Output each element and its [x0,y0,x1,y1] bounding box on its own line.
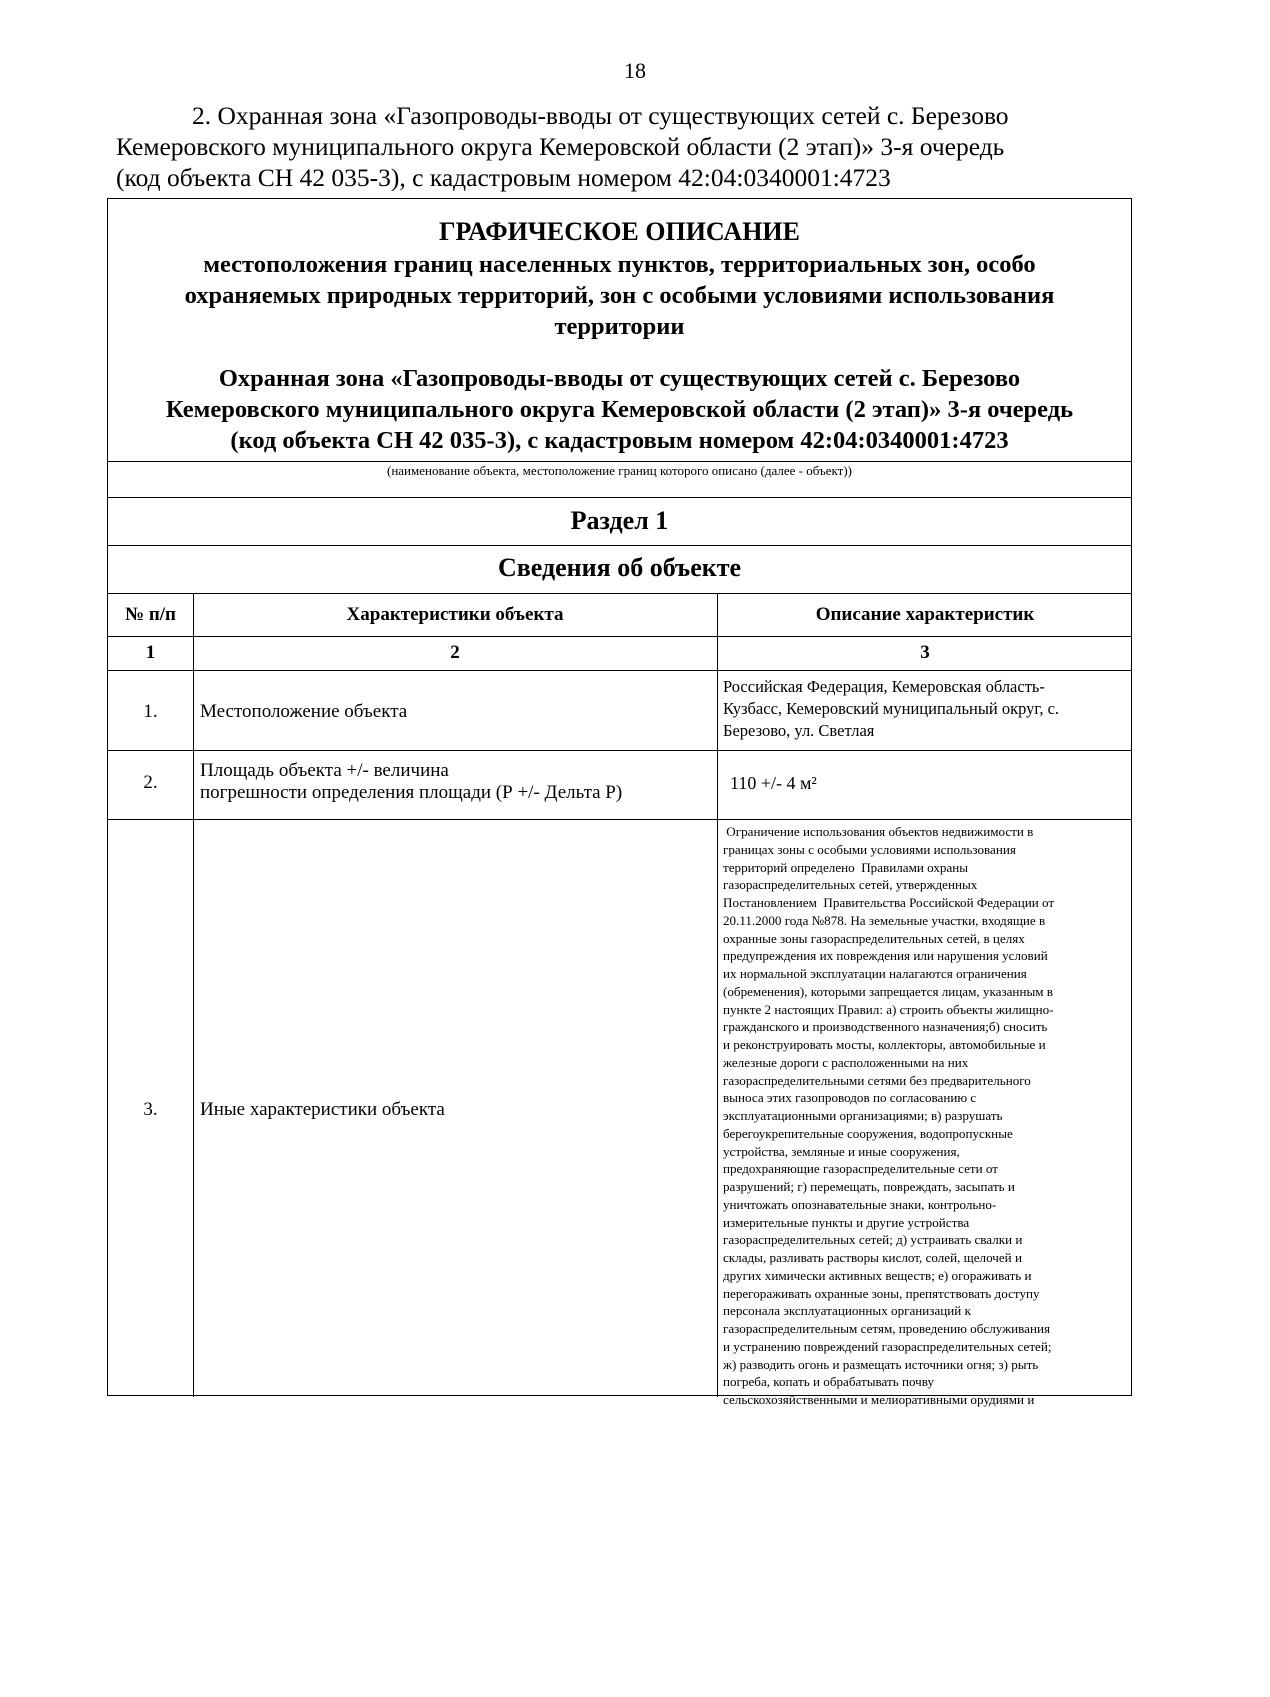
header-description: Описание характеристик [815,604,1035,625]
row-1-value-line: Кузбасс, Кемеровский муниципальный округ, с. [723,699,1060,718]
row-3-number: 3. [143,1099,158,1120]
row-3-value [723,823,1125,1407]
column-divider [193,593,194,1397]
form-title: ГРАФИЧЕСКОЕ ОПИСАНИЕ [439,217,800,246]
row-3-value-line: ж) разводить огонь и размещать источники огня; з) рыть [723,1356,1039,1372]
graphic-description-form [107,198,1132,1407]
row-3-value-line: измерительные пункты и другие устройства [723,1214,970,1230]
row-3-value-line: разрушений; г) перемещать, повреждать, засыпать и [723,1179,1015,1194]
row-1-number: 1. [143,701,158,722]
row-2-name-line: Площадь объекта +/- величина [200,760,449,781]
row-3-value-line: устройства, земляные и иные сооружения, [723,1143,960,1159]
header-characteristics: Характеристики объекта [346,604,564,625]
row-3-value-line: газораспределительных сетей; д) устраивать свалки и [723,1232,1023,1248]
row-3-value-line: территорий определено Правилами охраны [723,859,969,875]
row-3-value-line: перегораживать охранные зоны, препятствовать доступу [723,1285,1040,1301]
row-1-value-line: Березово, ул. Светлая [723,721,875,740]
row-3-value-line: эксплуатационными организациями; в) разрушать [723,1108,1003,1123]
row-3-value-line: уничтожать опознавательные знаки, контрольно- [723,1196,997,1212]
object-name-line-2: Кемеровского муниципального округа Кемеровской области (2 этап)» 3-я очередь [165,396,1074,423]
form-subtitle: местоположения границ населенных пунктов, территориальных зон, особо охраняемых природных территорий, зон с особыми условиями использования территории [184,251,1055,340]
row-3-value-line: погреба, копать и обрабатывать почву [723,1374,935,1390]
row-3-value-line: Ограничение использования объектов недвижимости в [723,824,1034,839]
divider [108,545,1131,546]
row-3-value-line: персонала эксплуатационных организаций к [723,1303,971,1319]
object-name-line-1: Охранная зона «Газопроводы-вводы от существующих сетей с. Березово [218,365,1021,392]
column-number-3: 3 [920,642,930,663]
section-title: Раздел 1 [570,506,669,535]
object-name-line-3: (код объекта СН 42 035-3), с кадастровым номером 42:04:0340001:4723 [230,427,1009,454]
row-divider [108,819,1131,820]
row-divider [108,750,1131,751]
object-caption: (наименование объекта, местоположение границ которого описано (далее - объект)) [387,463,852,478]
object-name [108,363,1131,456]
row-divider [108,636,1131,637]
column-number-2: 2 [450,642,460,663]
row-3-value-line: охранные зоны газораспределительных сетей, в целях [723,930,1025,946]
divider [108,497,1131,498]
intro-line-2: Кемеровского муниципального округа Кемеровской области (2 этап)» 3-я очередь [116,132,1005,161]
row-2-value: 110 +/- 4 м² [730,773,817,793]
row-2-name-line: погрешности определения площади (Р +/- Дельта Р) [200,782,623,803]
intro-line-3: (код объекта СН 42 035-3), с кадастровым номером 42:04:0340001:4723 [116,163,891,192]
column-number-1: 1 [145,642,156,663]
intro-line-1: 2. Охранная зона «Газопроводы-вводы от существующих сетей с. Березово [192,101,1009,130]
row-3-value-line: и устранению повреждений газораспределительных сетей; [723,1338,1052,1354]
row-3-value-line: склады, разливать растворы кислот, солей, щелочей и [723,1250,1022,1265]
row-2-name [200,760,622,804]
row-3-value-line: железные дороги с расположенными на них [723,1054,969,1070]
divider [108,593,1131,594]
row-3-value-line: гражданского и производственного назначения;б) сносить [723,1019,1048,1035]
page-number: 18 [624,58,646,83]
row-1-value-line: Российская Федерация, Кемеровская область- [723,677,1045,696]
row-3-value-line: газораспределительными сетями без предварительного [723,1072,1031,1088]
row-3-value-line: других химически активных веществ; е) огораживать и [723,1267,1032,1283]
section-subtitle: Сведения об объекте [497,553,742,582]
row-3-value-line: предохраняющие газораспределительные сети от [723,1161,998,1177]
row-3-value-line: (обременения), которыми запрещается лицам, указанным в [723,983,1053,999]
row-divider [108,670,1131,671]
row-2-number: 2. [143,772,158,793]
header-number: № п/п [124,604,177,625]
row-3-value-line: Постановлением Правительства Российской Федерации от [723,895,1055,910]
divider [108,461,1131,462]
row-1-value [723,676,1059,742]
row-3-value-line: газораспределительных сетей, утвержденных [723,877,978,893]
row-3-value-line: берегоукрепительные сооружения, водопропускные [723,1125,1013,1141]
row-3-value-line: выноса этих газопроводов по согласованию с [723,1090,977,1106]
row-3-name: Иные характеристики объекта [200,1099,445,1120]
row-3-value-line: границах зоны с особыми условиями использования [723,841,1016,857]
row-3-value-line: и реконструировать мосты, коллекторы, автомобильные и [723,1037,1046,1052]
row-3-value-line: их нормальной эксплуатации налагаются ограничения [723,966,1027,981]
column-divider [717,593,718,1397]
intro-paragraph [116,100,1162,193]
row-3-value-line: предупреждения их повреждения или нарушения условий [723,948,1048,964]
row-3-value-line: 20.11.2000 года №878. На земельные участки, входящие в [723,912,1046,928]
row-3-value-line: газораспределительным сетям, проведению обслуживания [723,1321,1051,1336]
row-1-name: Местоположение объекта [200,701,408,722]
row-3-value-line: пункте 2 настоящих Правил: а) строить объекты жилищно- [723,1001,1054,1017]
row-3-value-line: сельскохозяйственными и мелиоративными орудиями и [723,1392,1035,1407]
